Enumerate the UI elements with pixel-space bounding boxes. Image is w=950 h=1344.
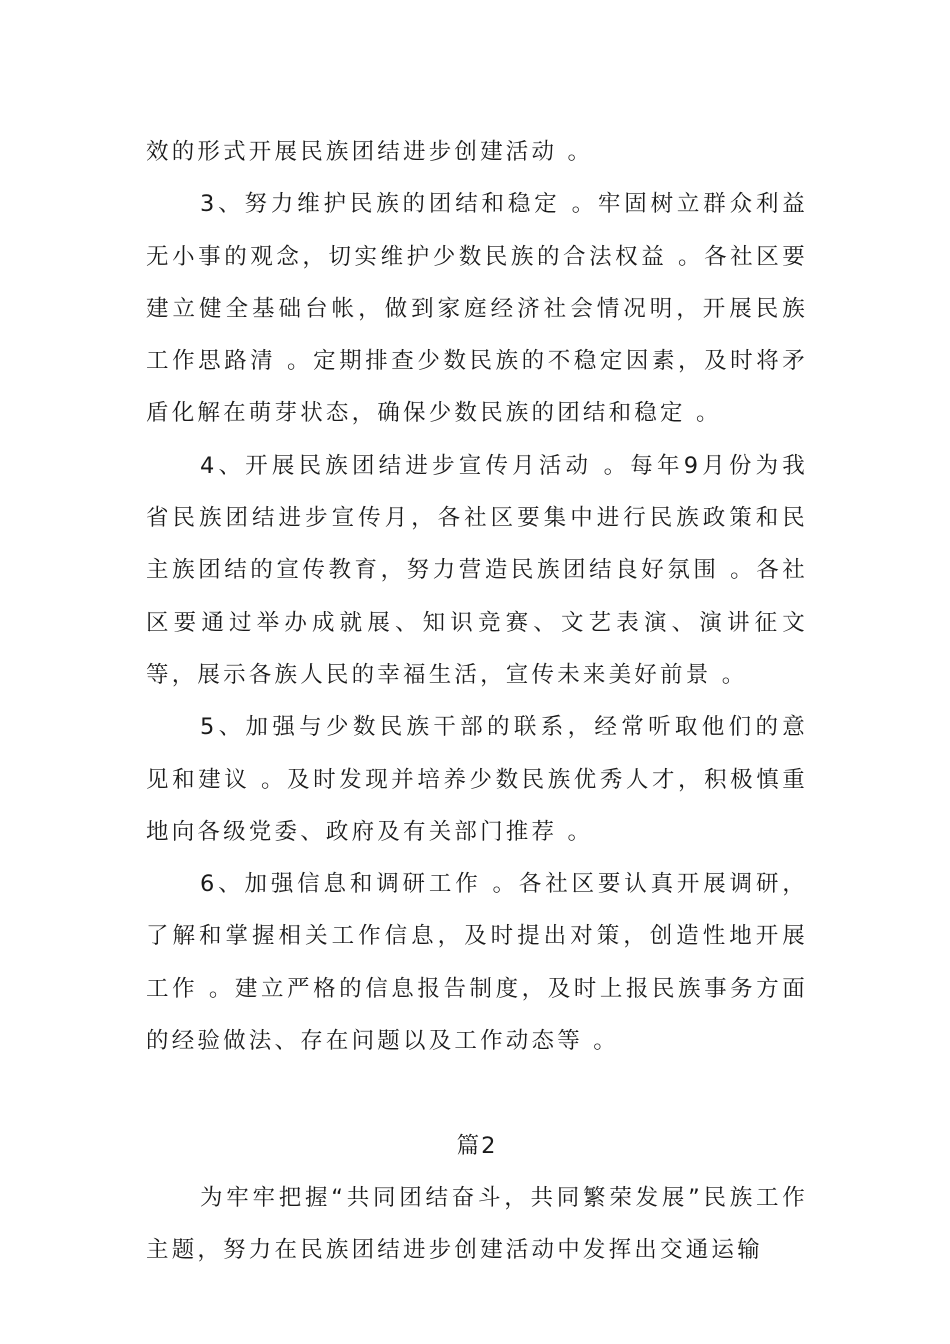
paragraph-item-5: 5、加强与少数民族干部的联系，经常听取他们的意见和建议 。及时发现并培养少数民族优秀人才，积极慎重地向各级党委、政府及有关部门推荐 。 — [146, 714, 808, 845]
paragraph-item-3: 3、努力维护民族的团结和稳定 。牢固树立群众利益无小事的观念，切实维护少数民族的合法权益 。各社区要建立健全基础台帐，做到家庭经济社会情况明，开展民族工作思路清 。定期排查少数民族的不稳定因素，及时将矛盾化解在萌芽状态，确保少数民族的团结和稳定 。 — [146, 191, 808, 427]
paragraph-item-4: 4、开展民族团结进步宣传月活动 。每年9月份为我省民族团结进步宣传月，各社区要集中进行民族政策和民主族团结的宣传教育，努力营造民族团结良好氛围 。各社区要通过举办成就展、知识竞赛、文艺表演、演讲征文等，展示各族人民的幸福生活，宣传未来美好前景 。 — [146, 452, 808, 688]
paragraph-item-6: 6、加强信息和调研工作 。各社区要认真开展调研，了解和掌握相关工作信息，及时提出对策，创造性地开展工作 。建立严格的信息报告制度，及时上报民族事务方面的经验做法、存在问题以及工作动态等 。 — [146, 871, 808, 1055]
section-heading: 篇2 — [456, 1132, 498, 1159]
paragraph-continuation: 效的形式开展民族团结进步创建活动 。 — [146, 139, 594, 165]
document-body — [146, 126, 808, 1277]
section-spacer — [146, 1067, 808, 1119]
section-paragraph: 为牢牢把握“共同团结奋斗，共同繁荣发展”民族工作主题，努力在民族团结进步创建活动中发挥出交通运输 — [146, 1184, 808, 1264]
